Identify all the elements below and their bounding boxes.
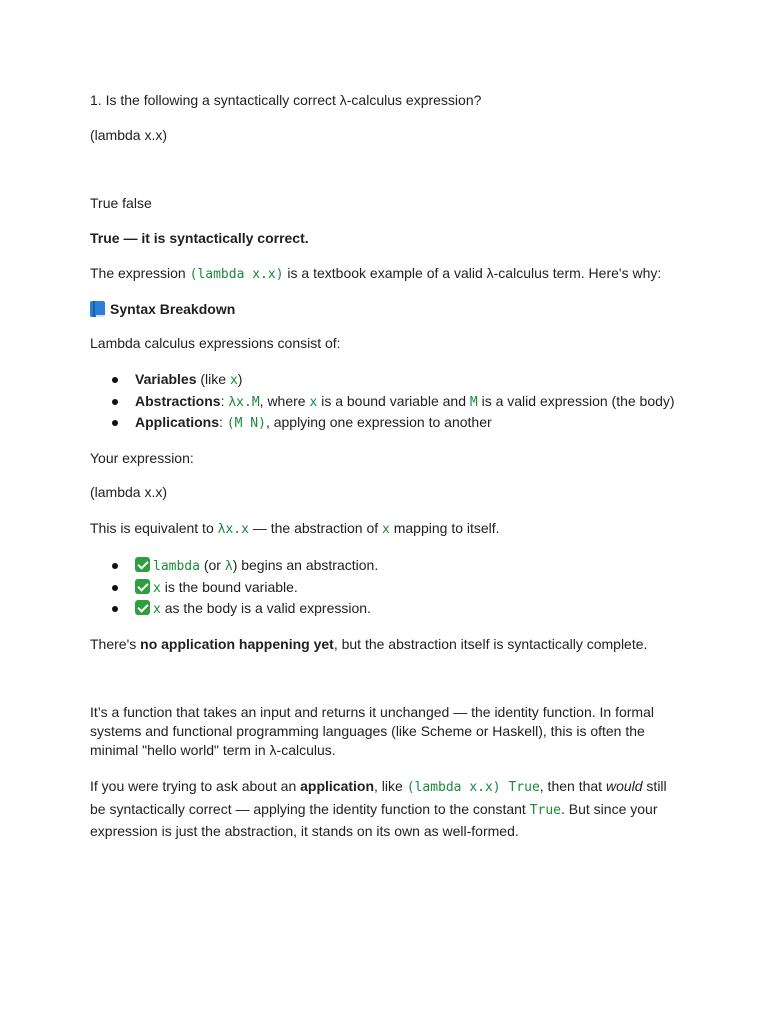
- list-item-text: (like: [196, 371, 230, 387]
- check-mark-icon: [135, 600, 150, 615]
- list-item-code: x: [309, 394, 318, 410]
- list-item-text: as the body is a valid expression.: [160, 600, 371, 617]
- application-text: , like: [374, 778, 407, 794]
- your-expression-label: Your expression:: [90, 450, 194, 466]
- list-item-text: ): [237, 371, 243, 387]
- application-italic: would: [605, 778, 643, 794]
- checks-list: [90, 555, 710, 620]
- application-paragraph: [90, 776, 710, 842]
- application-code: (lambda x.x) True: [406, 780, 540, 795]
- application-line-2: [90, 799, 710, 822]
- no-application-paragraph: [90, 635, 690, 654]
- intro-text-2: is a textbook example of a valid λ-calculus term. Here's why:: [283, 265, 662, 281]
- list-item-term: Abstractions: [135, 392, 221, 409]
- list-item-text: is a bound variable and: [317, 392, 470, 409]
- application-text: be syntactically correct — applying the identity function to the constant: [90, 800, 530, 817]
- equivalent-code-2: x: [382, 522, 390, 537]
- application-text: still: [642, 778, 667, 794]
- syntax-list: [90, 369, 710, 434]
- list-item: [90, 598, 710, 620]
- list-item: [90, 577, 710, 599]
- consist-of-text: Lambda calculus expressions consist of:: [90, 335, 341, 351]
- list-item: [90, 555, 710, 577]
- equivalent-text-1: This is equivalent to: [90, 520, 218, 536]
- list-item-term: Variables: [135, 371, 197, 387]
- answer-options: True false: [90, 195, 152, 211]
- list-item-text: :: [220, 392, 229, 409]
- answer-heading: [90, 229, 690, 248]
- list-item-text: is a valid expression (the body): [477, 392, 675, 409]
- list-item-text: :: [219, 414, 227, 431]
- list-item-code: M: [469, 394, 478, 410]
- identity-line-3: minimal "hello world" term in λ-calculus.: [90, 742, 336, 758]
- list-item-text: ) begins an abstraction.: [232, 557, 379, 573]
- list-item-code: x: [153, 602, 161, 618]
- list-item-code: λx.M: [228, 394, 260, 410]
- list-item-code: x: [153, 580, 161, 596]
- check-mark-icon: [135, 557, 150, 572]
- identity-paragraph: [90, 703, 710, 760]
- question-expression: (lambda x.x): [90, 127, 168, 143]
- answer-heading-text: True — it is syntactically correct.: [90, 230, 309, 246]
- list-item-text: , where: [259, 392, 310, 409]
- list-item: [90, 391, 710, 413]
- no-application-bold: no application happening yet: [140, 636, 334, 652]
- intro-text-1: The expression: [90, 265, 190, 281]
- list-item-term: Applications: [135, 414, 220, 431]
- your-expression: (lambda x.x): [90, 484, 168, 500]
- list-item: [90, 412, 710, 434]
- list-item-code: (M N): [226, 416, 266, 432]
- equivalent-code-1: λx.x: [217, 522, 249, 537]
- application-line-1: [90, 776, 710, 799]
- application-line-3: expression is just the abstraction, it stands on its own as well-formed.: [90, 823, 519, 839]
- equivalent-paragraph: [90, 519, 690, 539]
- intro-paragraph: [90, 264, 690, 284]
- application-bold: application: [300, 778, 375, 794]
- list-item-text: (or: [199, 557, 225, 573]
- list-item: [90, 369, 710, 391]
- question-text: 1. Is the following a syntactically correct λ-calculus expression?: [90, 92, 482, 108]
- application-code: True: [529, 802, 561, 818]
- section-heading-text: Syntax Breakdown: [110, 301, 236, 317]
- equivalent-text-2: — the abstraction of: [248, 520, 383, 536]
- list-item-text: , applying one expression to another: [265, 414, 492, 431]
- list-item-code: x: [229, 373, 238, 388]
- no-application-text-2: , but the abstraction itself is syntactically complete.: [333, 636, 648, 652]
- equivalent-text-3: mapping to itself.: [389, 520, 500, 536]
- section-heading: [90, 300, 690, 319]
- list-item-code: lambda: [153, 559, 200, 574]
- list-item-text: is the bound variable.: [160, 578, 298, 595]
- list-item-code: λ: [224, 559, 233, 574]
- application-text: , then that: [539, 778, 606, 794]
- blue-book-icon: [90, 301, 105, 317]
- intro-code: (lambda x.x): [189, 267, 284, 282]
- application-text: If you were trying to ask about an: [90, 778, 301, 794]
- check-mark-icon: [135, 579, 150, 594]
- identity-line-1: It’s a function that takes an input and returns it unchanged — the identity function. In formal: [90, 704, 654, 720]
- identity-line-2: systems and functional programming languages (like Scheme or Haskell), this is often the: [90, 723, 645, 739]
- application-text: . But since your: [561, 800, 658, 817]
- no-application-text-1: There's: [90, 636, 141, 652]
